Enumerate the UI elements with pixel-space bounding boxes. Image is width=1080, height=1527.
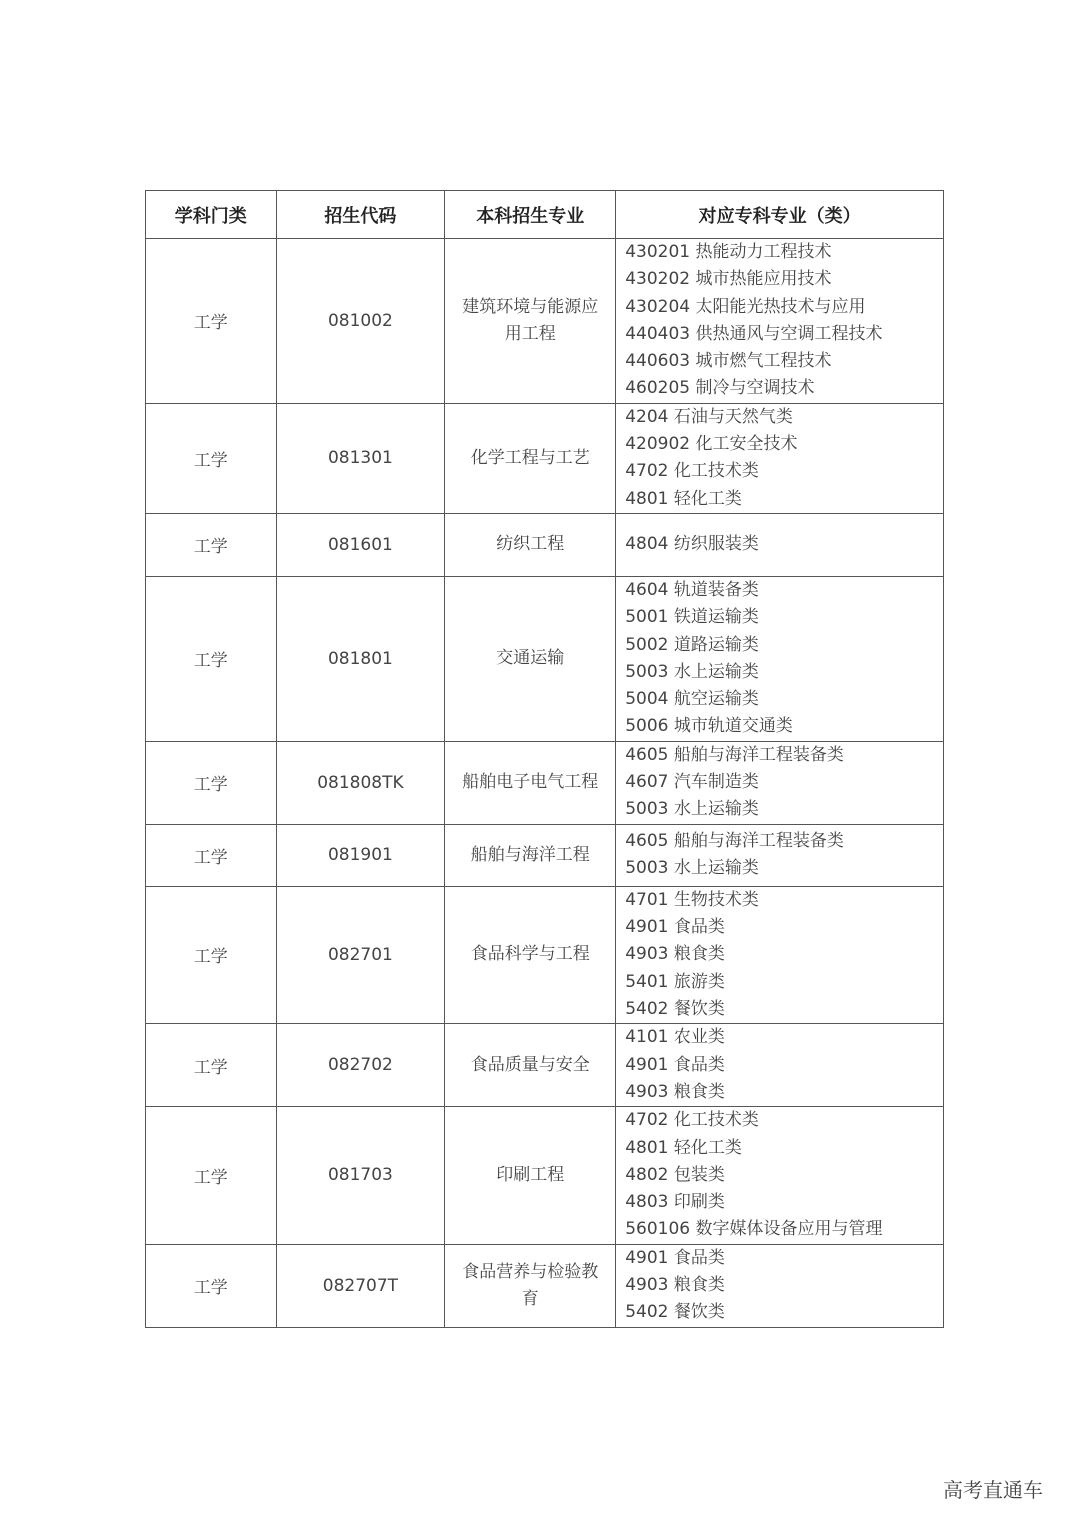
- related-major: 420902 化工安全技术: [625, 434, 798, 455]
- major-cell: [445, 886, 616, 1023]
- table-row: [146, 1244, 944, 1327]
- category-cell: 工学: [146, 824, 277, 886]
- category-cell: 工学: [146, 1024, 277, 1107]
- related-cell: [616, 576, 944, 741]
- major-name: 化学工程与工艺: [470, 447, 590, 468]
- related-cell: [616, 741, 944, 824]
- related-major: 4605 船舶与海洋工程装备类: [625, 830, 844, 851]
- related-major: 5002 道路运输类: [625, 634, 759, 655]
- related-cell: [616, 886, 944, 1023]
- related-major: 440403 供热通风与空调工程技术: [625, 323, 883, 344]
- related-major: 4702 化工技术类: [625, 1110, 759, 1131]
- related-major: 4802 包装类: [625, 1164, 725, 1185]
- table-row: [146, 1107, 944, 1244]
- category-cell: 工学: [146, 239, 277, 404]
- related-major: 4804 纺织服装类: [625, 534, 759, 555]
- related-major: 440603 城市燃气工程技术: [625, 351, 832, 372]
- code-cell: 081301: [276, 403, 445, 513]
- related-major: 5401 旅游类: [625, 971, 725, 992]
- major-name: 食品科学与工程: [470, 944, 590, 965]
- related-major: 5006 城市轨道交通类: [625, 716, 793, 737]
- major-name: 食品营养与检验教育: [462, 1261, 599, 1309]
- category-cell: 工学: [146, 1244, 277, 1327]
- category-cell: 工学: [146, 403, 277, 513]
- major-name: 船舶电子电气工程: [462, 772, 599, 793]
- major-cell: [445, 239, 616, 404]
- table-row: [146, 741, 944, 824]
- table-row: [146, 513, 944, 576]
- table-row: [146, 824, 944, 886]
- category-cell: 工学: [146, 1107, 277, 1244]
- code-cell: 082701: [276, 886, 445, 1023]
- related-cell: [616, 1107, 944, 1244]
- header-row: [146, 191, 944, 239]
- code-cell: 082707T: [276, 1244, 445, 1327]
- major-name: 印刷工程: [496, 1164, 565, 1185]
- header-major: 本科招生专业: [445, 191, 616, 239]
- major-cell: [445, 1107, 616, 1244]
- related-major: 4903 粮食类: [625, 1081, 725, 1102]
- related-major: 5003 水上运输类: [625, 661, 759, 682]
- related-major: 430201 热能动力工程技术: [625, 242, 832, 262]
- major-name: 纺织工程: [496, 534, 565, 555]
- major-cell: [445, 824, 616, 886]
- code-cell: 081801: [276, 576, 445, 741]
- related-major: 4801 轻化工类: [625, 488, 742, 509]
- related-major: 430204 太阳能光热技术与应用: [625, 296, 866, 317]
- code-cell: 081901: [276, 824, 445, 886]
- code-cell: 081601: [276, 513, 445, 576]
- major-cell: [445, 403, 616, 513]
- related-major: 5003 水上运输类: [625, 799, 759, 820]
- table-row: [146, 239, 944, 404]
- major-name: 交通运输: [496, 648, 565, 669]
- related-major: 4101 农业类: [625, 1027, 725, 1048]
- related-cell: [616, 1244, 944, 1327]
- category-cell: 工学: [146, 886, 277, 1023]
- code-cell: 081808TK: [276, 741, 445, 824]
- major-name: 食品质量与安全: [470, 1054, 590, 1075]
- related-major: 5402 餐饮类: [625, 1302, 725, 1323]
- header-code: 招生代码: [276, 191, 445, 239]
- header-category: 学科门类: [146, 191, 277, 239]
- related-major: 4903 粮食类: [625, 944, 725, 965]
- related-major: 4901 食品类: [625, 1247, 725, 1268]
- related-cell: [616, 239, 944, 404]
- related-major: 4701 生物技术类: [625, 889, 759, 910]
- related-cell: [616, 1024, 944, 1107]
- code-cell: 082702: [276, 1024, 445, 1107]
- table-row: [146, 886, 944, 1023]
- related-major: 4605 船舶与海洋工程装备类: [625, 744, 844, 765]
- header-related: 对应专科专业（类）: [616, 191, 944, 239]
- related-major: 5003 水上运输类: [625, 858, 759, 879]
- category-cell: 工学: [146, 513, 277, 576]
- code-cell: 081703: [276, 1107, 445, 1244]
- major-cell: [445, 576, 616, 741]
- major-mapping-table: [145, 190, 944, 1328]
- related-major: 4801 轻化工类: [625, 1137, 742, 1158]
- related-major: 4204 石油与天然气类: [625, 406, 793, 427]
- major-cell: [445, 1244, 616, 1327]
- related-major: 430202 城市热能应用技术: [625, 269, 832, 290]
- major-cell: [445, 741, 616, 824]
- code-cell: 081002: [276, 239, 445, 404]
- major-cell: [445, 513, 616, 576]
- related-cell: [616, 824, 944, 886]
- related-major: 4901 食品类: [625, 1054, 725, 1075]
- related-cell: [616, 403, 944, 513]
- related-major: 4901 食品类: [625, 917, 725, 938]
- table-row: [146, 403, 944, 513]
- major-cell: [445, 1024, 616, 1107]
- related-major: 5402 餐饮类: [625, 998, 725, 1019]
- major-name: 船舶与海洋工程: [470, 844, 590, 865]
- related-major: 460205 制冷与空调技术: [625, 378, 815, 399]
- related-major: 560106 数字媒体设备应用与管理: [625, 1219, 883, 1240]
- table-row: [146, 1024, 944, 1107]
- related-major: 4903 粮食类: [625, 1275, 725, 1296]
- category-cell: 工学: [146, 741, 277, 824]
- category-cell: 工学: [146, 576, 277, 741]
- related-major: 4607 汽车制造类: [625, 772, 759, 793]
- related-cell: [616, 513, 944, 576]
- major-name: 建筑环境与能源应用工程: [462, 296, 599, 344]
- related-major: 4803 印刷类: [625, 1192, 725, 1213]
- related-major: 5001 铁道运输类: [625, 607, 759, 628]
- related-major: 4702 化工技术类: [625, 461, 759, 482]
- related-major: 4604 轨道装备类: [625, 579, 759, 600]
- table-row: [146, 576, 944, 741]
- related-major: 5004 航空运输类: [625, 689, 759, 710]
- watermark: 高考直通车: [943, 1478, 1043, 1502]
